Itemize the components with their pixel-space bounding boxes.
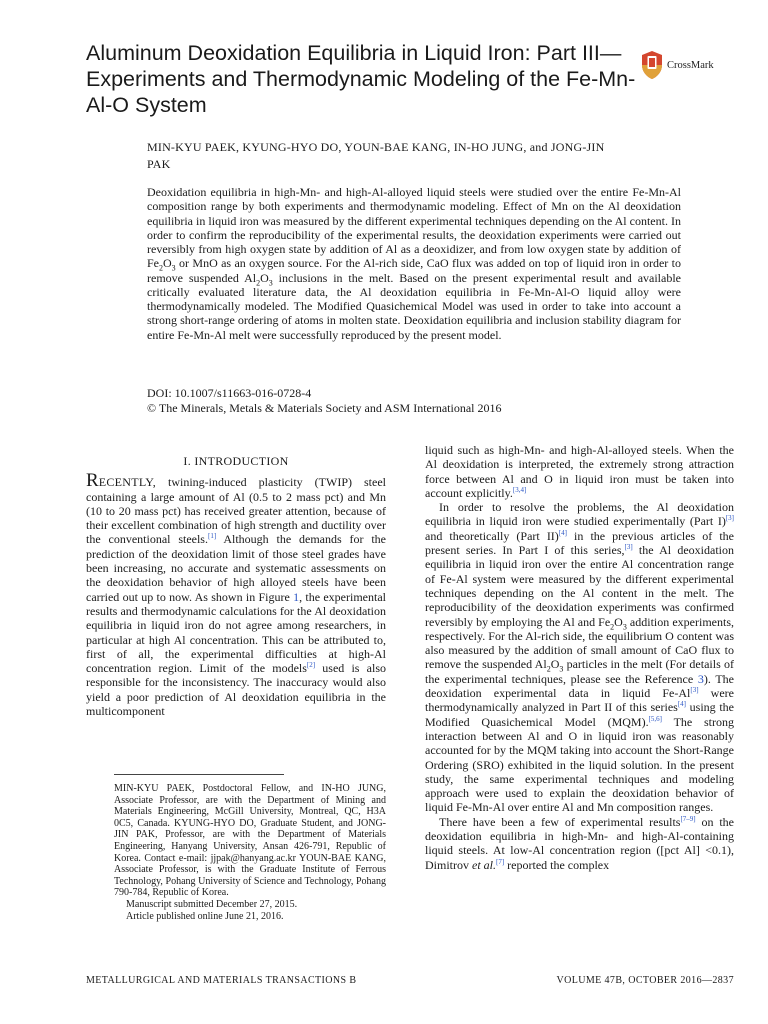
citation-link[interactable]: [4] [558,528,567,537]
body-paragraph [425,815,734,872]
citation-link[interactable]: [4] [677,700,687,709]
citation-link[interactable]: [3] [725,514,734,523]
crossmark-label: CrossMark [667,59,714,71]
body-text: , the experimental results and thermodynamic calculations for the Al deoxidation equilibria in liquid iron do not agree among researchers, in particular at high Al concentration. This can be attributed to, first of all, the experimental difficulties at high-Al concentration region. Limit of the models [86,589,386,676]
body-text: The strong interaction between Al and O in liquid iron was reasonably accounted for by the MQM taking into account the Short-Range Ordering (SRO) exhibited in the liquid solution. In the present study, the same experimental techniques and modeling approach were used to explain the deoxidation behavior of liquid Fe-Mn-Al over entire Al and Mn composition ranges. [425,714,734,815]
body-text: There have been a few of experimental results [439,814,681,829]
crossmark-badge[interactable] [640,50,750,80]
abstract-text: Deoxidation equilibria in high-Mn- and high-Al-alloyed liquid steels were studied over the entire Fe-Mn-Al composition range by both experiments and thermodynamic modeling. Effect of Mn on the Al deoxidation equilibria in liquid iron was measured by the different experimental techniques depending on the Al content. In order to confirm the reproducibility of the experimental results, the deoxidation experiments were carried out reversibly from high oxygen state by addition of Al as a deoxidizer, and from low oxygen state by addition of Fe [147,185,681,271]
body-text: twining-induced plasticity (TWIP) steel containing a large amount of Al (0.5 to 2 mass pct) and Mn (10 to 20 mass pct) has received greater attention, because of their excellent combination of high strength and ductility over the conventional steels. [86,475,386,547]
journal-name: METALLURGICAL AND MATERIALS TRANSACTIONS B [86,975,357,986]
body-paragraph [425,443,734,500]
author-list: MIN-KYU PAEK, KYUNG-HYO DO, YOUN-BAE KANG, IN-HO JUNG, and JONG-JIN PAK [147,140,605,171]
body-text: on the deoxidation equilibria in high-Mn- and high-Al-containing liquid steels. At low-Al concentration region ([pct Al] <0.1), Dimitrov [425,814,734,872]
et-al: et al. [472,857,496,872]
figure-link[interactable]: 1 [293,589,300,604]
body-text: were thermodynamically analyzed in Part II of this series [425,686,734,715]
drop-cap: R [86,470,99,492]
subscript: 2 [610,621,615,631]
citation-link[interactable]: [7–9] [680,814,696,823]
footnote-submitted: Manuscript submitted December 27, 2015. [126,898,298,910]
section-heading: I. INTRODUCTION [183,454,289,468]
abstract [147,185,681,342]
abstract-text: or MnO as an oxygen source. For the Al-rich side, CaO flux was added on top of liquid iron in order to remove suspended Al [147,256,681,285]
left-column [86,454,386,718]
subscript: 2 [256,277,261,287]
footnote-affiliations: MIN-KYU PAEK, Postdoctoral Fellow, and IN-HO JUNG, Associate Professor, are with the Department of Mining and Materials Engineering, McGill University, Montreal, QC, H3A 0C5, Canada. KYUNG-HYO DO, Graduate Student, and JONG-JIN PAK, Professor, are with the Department of Materials Engineering, Hanyang University, Ansan 426-791, Republic of Korea. Contact e-mail: jjpak@hanyang.ac.kr YOUN-BAE KANG, Associate Professor, is with the Graduate Institute of Ferrous Technology, Pohang University of Science and Technology, Pohang 790-784, Republic of Korea. [114,783,386,899]
doi-line[interactable]: DOI: 10.1007/s11663-016-0728-4 [147,386,312,400]
citation-link[interactable]: [3] [690,686,699,695]
intro-paragraph [86,470,386,719]
body-text: O [550,657,560,672]
body-text: liquid such as high-Mn- and high-Al-alloyed steels. When the Al deoxidation is interpreted, the extremely strong attraction force between Al and O in liquid iron must be taken into account explicitly. [425,443,734,500]
right-column [425,443,734,872]
citation-link[interactable]: [7] [496,857,505,866]
body-text: O [614,614,623,629]
citation-link[interactable]: [3,4] [512,485,527,494]
citation-link[interactable]: [1] [207,532,217,541]
article-title: Aluminum Deoxidation Equilibria in Liquid Iron: Part III—Experiments and Thermodynamic Modeling of the Fe-Mn-Al-O System [86,41,636,117]
subscript: 3 [622,621,627,631]
body-text: addition experiments, respectively. For the Al-rich side, the equilibrium O content was also measured by the addition of small amount of CaO flux to remove the suspended Al [425,614,734,672]
body-text: the Al deoxidation equilibria in liquid iron over the entire Al concentration range of Fe-Al system were measured by the different experimental techniques depending on the Al content in the melt. The reproducibility of the deoxidation experiments was confirmed reversibly by employing the Al and Fe [425,543,735,629]
abstract-text: O [260,270,269,285]
lead-word: ECENTLY, [98,475,156,490]
crossmark-icon [640,50,664,80]
reference-link[interactable]: 3 [697,671,704,686]
body-text: ). The deoxidation experimental data in liquid Fe-Al [425,671,734,701]
subscript: 3 [559,664,564,674]
subscript: 3 [171,263,176,273]
author-footnote [114,783,386,922]
abstract-text: inclusions in the melt. Based on the present experimental result and available critically evaluated literature data, the Al deoxidation equilibria in Fe-Mn-Al-O liquid alloy were thermodynamically modeled. The Modified Quasichemical Model was used in order to take into account a strong short-range ordering of atoms in molten state. Deoxidation equilibria and inclusion stability diagram for entire Fe-Mn-Al melt were successfully reproduced by the present model. [147,270,681,342]
volume-info: VOLUME 47B, OCTOBER 2016—2837 [556,975,734,986]
subscript: 2 [546,664,551,674]
body-text: particles in the melt (For details of the experimental techniques, please see the Reference [425,657,734,686]
body-text: and theoretically (Part II) [425,528,559,543]
citation-link[interactable]: [5,6] [648,714,663,723]
body-text: used is also responsible for the inconsistency. The inaccuracy would also yield a poor prediction of Al deoxidation equilibria in the multicomponent [86,661,386,719]
citation-link[interactable]: [3] [624,543,633,552]
footnote-divider [114,774,284,775]
abstract-text: O [163,256,172,271]
body-paragraph [425,500,734,815]
subscript: 3 [268,277,273,287]
body-text: using the Modified Quasichemical Model (MQM). [425,700,734,729]
citation-link[interactable]: [2] [306,661,316,670]
subscript: 2 [159,263,163,273]
body-text: in the previous articles of the present series. In Part I of this series, [425,528,734,558]
body-text: Although the demands for the prediction of the deoxidation limit of those steel grades have been increasing, no accurate and systematic assessments on the deoxidation behavior of high alloyed steels have been carried out up to now. As shown in Figure [86,532,386,604]
footnote-published: Article published online June 21, 2016. [126,910,284,922]
body-text: In order to resolve the problems, the Al deoxidation equilibria in liquid iron were studied experimentally (Part I) [425,500,734,529]
body-text: reported the complex [504,857,610,872]
copyright-line: © The Minerals, Metals & Materials Society and ASM International 2016 [147,401,502,415]
